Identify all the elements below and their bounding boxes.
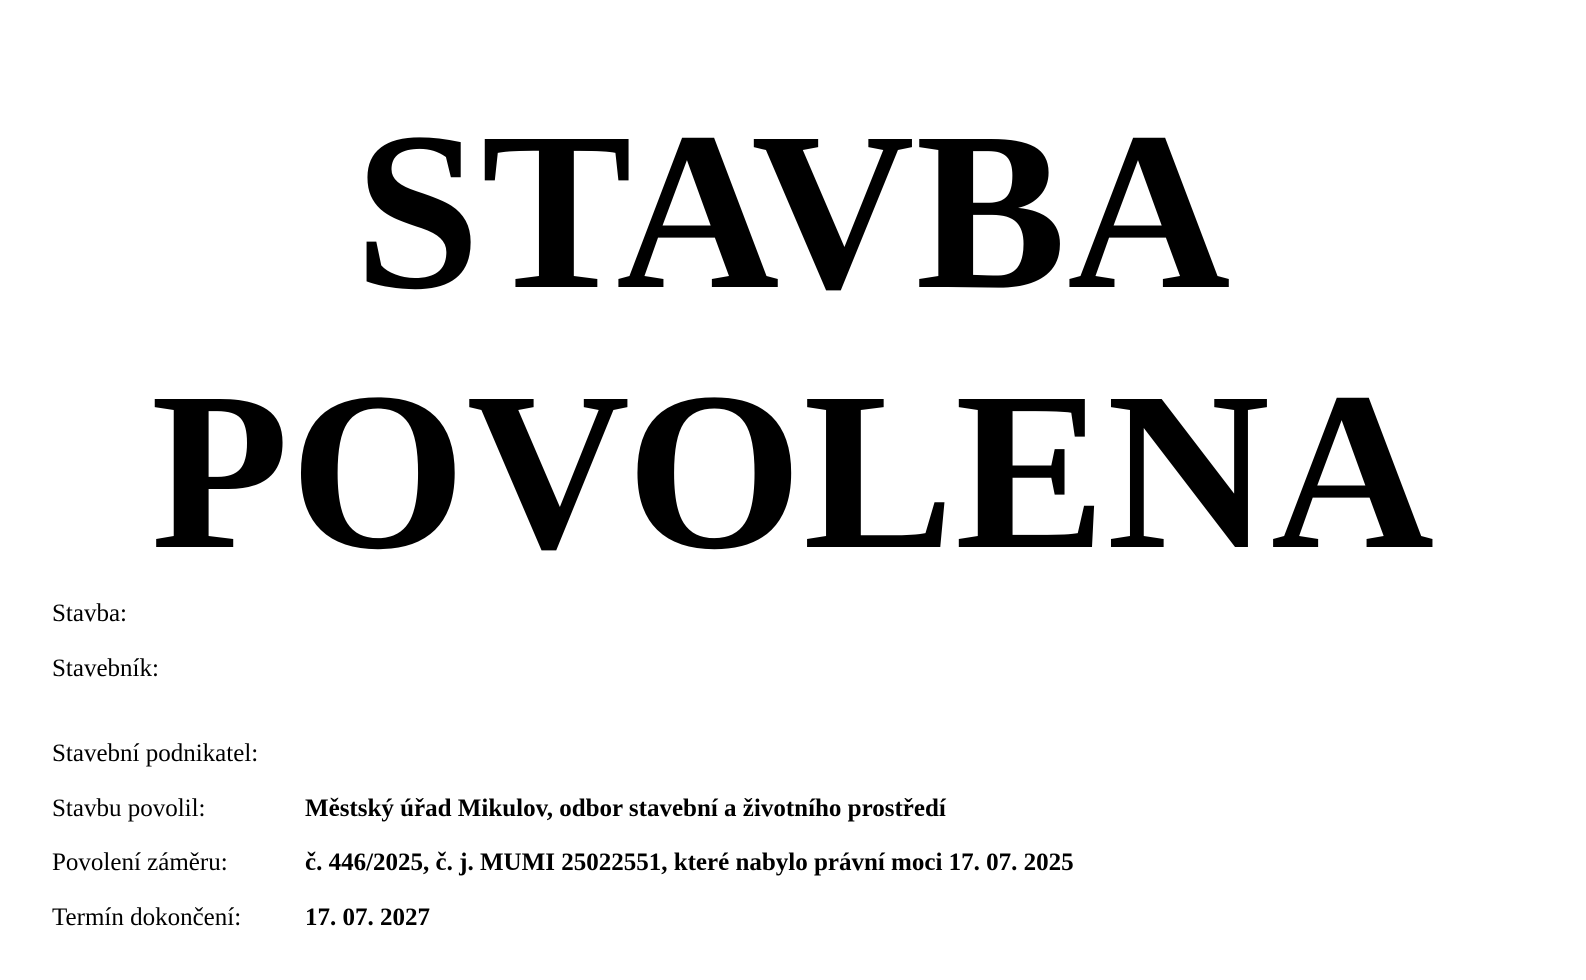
field-label-stavebnik: Stavebník: [52, 655, 159, 682]
headline-povolena: POVOLENA [150, 346, 1436, 596]
headline-stavba: STAVBA [354, 86, 1232, 336]
field-row-stavebnik [52, 652, 1552, 686]
field-row-stavebni-podnikatel [52, 737, 1552, 771]
field-row-stavba [52, 597, 1552, 631]
field-label-termin-dokonceni: Termín dokončení: [52, 904, 242, 931]
field-row-povoleni-zameru [52, 846, 1552, 880]
field-row-stavbu-povolil [52, 792, 1552, 826]
field-label-stavbu-povolil: Stavbu povolil: [52, 795, 206, 822]
field-label-stavebni-podnikatel: Stavební podnikatel: [52, 740, 259, 767]
field-label-povoleni-zameru: Povolení záměru: [52, 849, 228, 876]
field-label-stavba: Stavba: [52, 600, 127, 627]
field-value-termin-dokonceni: 17. 07. 2027 [305, 904, 430, 931]
field-value-povoleni-zameru: č. 446/2025, č. j. MUMI 25022551, které nabylo právní moci 17. 07. 2025 [305, 849, 1074, 876]
field-value-stavbu-povolil: Městský úřad Mikulov, odbor stavební a životního prostředí [305, 795, 946, 822]
field-row-termin-dokonceni [52, 901, 1552, 935]
